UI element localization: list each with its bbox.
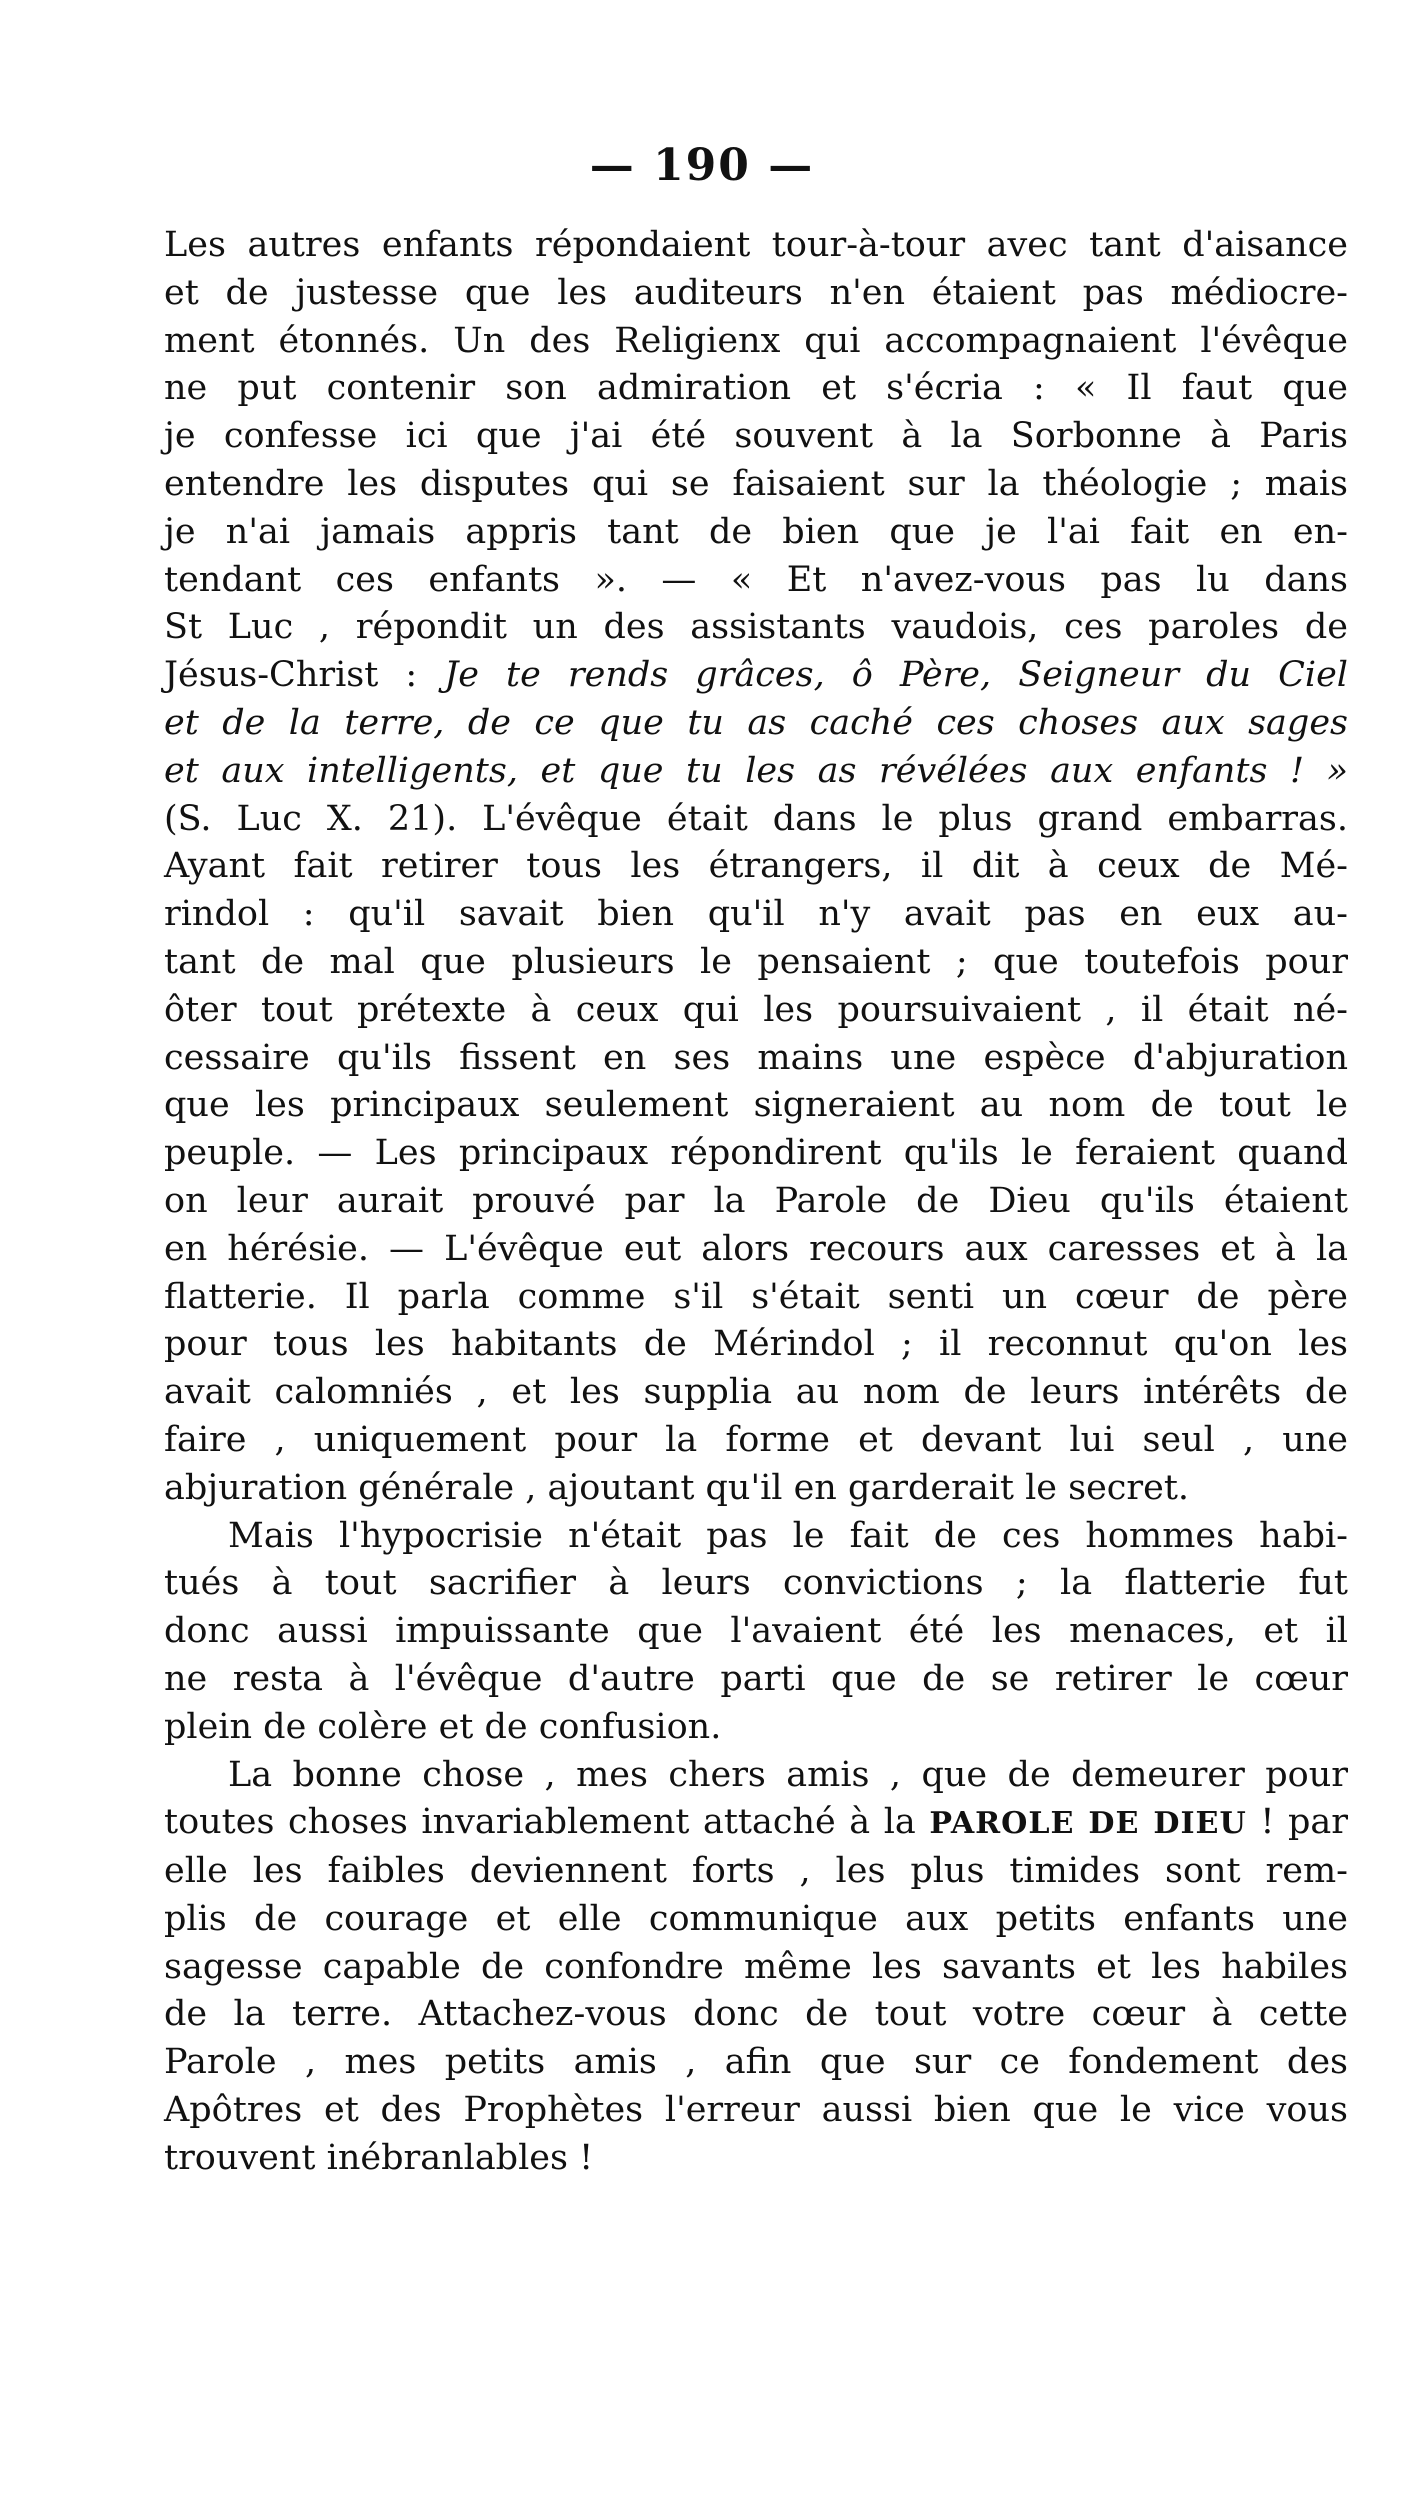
text-line-mixed — [164, 652, 1348, 700]
text-line: de la terre. Attachez-vous donc de tout votre cœur à cette — [164, 1994, 1348, 2035]
text-line: faire , uniquement pour la forme et devant lui seul , une — [164, 1419, 1348, 1460]
text-line: entendre les disputes qui se faisaient sur la théologie ; mais — [164, 463, 1348, 504]
text-italic-quote: Je te rends grâces, ô Père, Seigneur du Ciel — [444, 655, 1348, 696]
text-line: trouvent inébranlables ! — [164, 2137, 594, 2178]
text-line: rindol : qu'il savait bien qu'il n'y avait pas en eux au- — [164, 894, 1348, 935]
text-line-paragraph-start: Mais l'hypocrisie n'était pas le fait de ces hommes habi- — [228, 1515, 1348, 1556]
text-line: ne put contenir son admiration et s'écria : « Il faut que — [164, 368, 1348, 409]
text-line: elle les faibles deviennent forts , les plus timides sont rem- — [164, 1851, 1348, 1892]
text-line: Les autres enfants répondaient tour-à-tour avec tant d'aisance — [164, 225, 1348, 265]
text-line-paragraph-start: La bonne chose , mes chers amis , que de demeurer pour — [228, 1754, 1348, 1795]
text-line: tués à tout sacrifier à leurs convictions ; la flatterie fut — [164, 1563, 1348, 1604]
text-line: donc aussi impuissante que l'avaient été les menaces, et il — [164, 1611, 1348, 1652]
page-number: — 190 — — [589, 140, 815, 191]
text-line: flatterie. Il parla comme s'il s'était senti un cœur de père — [164, 1276, 1348, 1317]
text-line: cessaire qu'ils fissent en ses mains une espèce d'abjuration — [164, 1037, 1348, 1078]
text-line: pour tous les habitants de Mérindol ; il reconnut qu'on les — [164, 1324, 1348, 1365]
text-line: tendant ces enfants ». — « Et n'avez-vous pas lu dans — [164, 559, 1348, 600]
body-text — [164, 222, 1348, 2183]
text-line: et de justesse que les auditeurs n'en étaient pas médiocre- — [164, 272, 1348, 313]
text-line: ne resta à l'évêque d'autre parti que de se retirer le cœur — [164, 1658, 1348, 1699]
text-line: que les principaux seulement signeraient au nom de tout le — [164, 1085, 1348, 1126]
text-line: St Luc , répondit un des assistants vaudois, ces paroles de — [164, 607, 1348, 648]
text-line: on leur aurait prouvé par la Parole de Dieu qu'ils étaient — [164, 1180, 1348, 1221]
text-line: abjuration générale , ajoutant qu'il en garderait le secret. — [164, 1467, 1190, 1508]
text-line: je n'ai jamais appris tant de bien que je l'ai fait en en- — [164, 511, 1348, 552]
text-line: ment étonnés. Un des Religienx qui accompagnaient l'évêque — [164, 320, 1348, 361]
text-line: tant de mal que plusieurs le pensaient ; que toutefois pour — [164, 941, 1348, 982]
text-line: Ayant fait retirer tous les étrangers, il dit à ceux de Mé- — [164, 846, 1348, 887]
text-line: je confesse ici que j'ai été souvent à la Sorbonne à Paris — [164, 416, 1348, 457]
text-line: sagesse capable de confondre même les savants et les habiles — [164, 1946, 1348, 1987]
text-line: avait calomniés , et les supplia au nom de leurs intérêts de — [164, 1372, 1348, 1413]
text-line: (S. Luc X. 21). L'évêque était dans le plus grand embarras. — [164, 798, 1348, 839]
text-line-italic: et aux intelligents, et que tu les as révélées aux enfants ! » — [164, 750, 1348, 791]
text-line-italic: et de la terre, de ce que tu as caché ces choses aux sages — [164, 702, 1348, 743]
text-small-caps: PAROLE DE DIEU — [929, 1806, 1247, 1842]
text-line: en hérésie. — L'évêque eut alors recours aux caresses et à la — [164, 1228, 1348, 1269]
text-roman: Jésus-Christ : — [164, 655, 418, 696]
text-line-mixed — [164, 1799, 1348, 1848]
text-line: ôter tout prétexte à ceux qui les poursuivaient , il était né- — [164, 989, 1348, 1030]
text-line: plein de colère et de confusion. — [164, 1706, 722, 1747]
text-line: Parole , mes petits amis , afin que sur ce fondement des — [164, 2042, 1348, 2083]
text-roman: ! par — [1260, 1802, 1348, 1843]
text-line: peuple. — Les principaux répondirent qu'ils le feraient quand — [164, 1133, 1348, 1174]
text-line: Apôtres et des Prophètes l'erreur aussi bien que le vice vous — [164, 2090, 1348, 2131]
text-roman: toutes choses invariablement attaché à la — [164, 1802, 916, 1843]
text-line: plis de courage et elle communique aux petits enfants une — [164, 1898, 1348, 1939]
